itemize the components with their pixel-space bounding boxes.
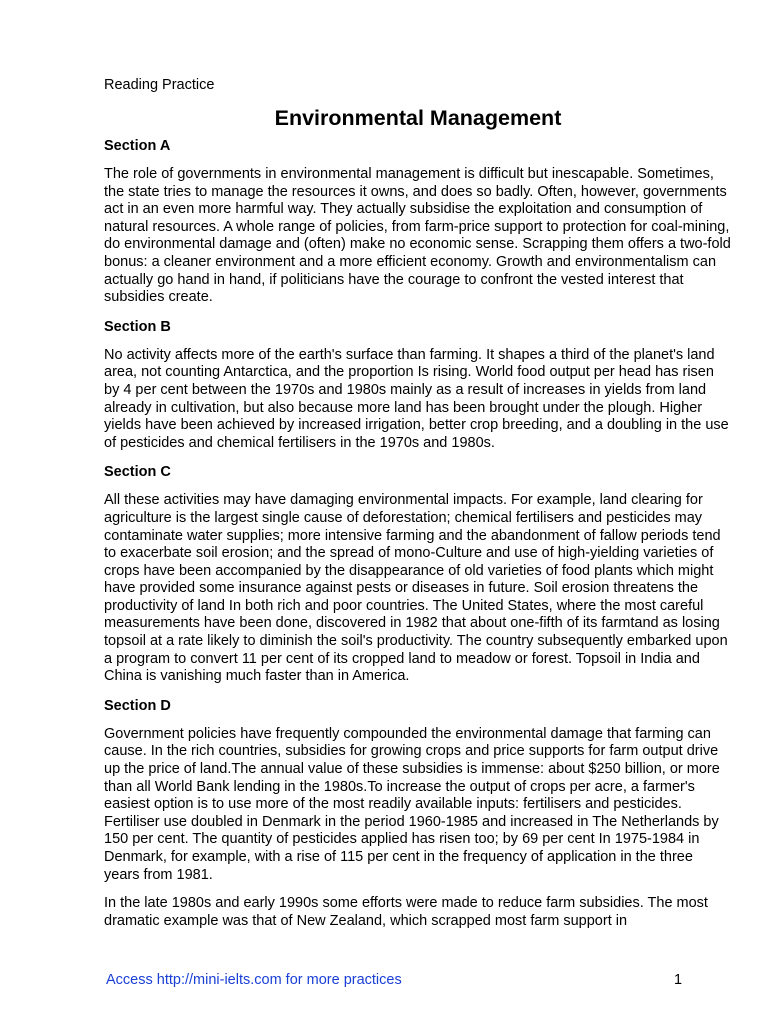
- section-c: [104, 463, 732, 686]
- section-heading: Section A: [104, 138, 171, 154]
- page-number: 1: [674, 972, 683, 988]
- section-heading: Section C: [104, 464, 171, 481]
- section-d: [104, 697, 732, 930]
- header-label: Reading Practice: [104, 77, 215, 93]
- section-paragraph: No activity affects more of the earth's surface than farming. It shapes a third of the planet's land area, not counting Antarctica, and the proportion Is rising. World food output per head has risen by 4 per cent between the 1970s and 1980s mainly as a result of increases in yields from land already in cultivation, but also because more land has been brought under the plough. Higher yields have been achieved by increased irrigation, better crop breeding, and a doubling in the use of pesticides and chemical fertilisers in the 1970s and 1980s.: [104, 346, 729, 451]
- section-heading: Section D: [104, 697, 171, 714]
- section-paragraph: The role of governments in environmental management is difficult but inescapable. Sometimes, the state tries to manage the resources it owns, and does so badly. Often, however, governments act in an even more harmful way. They actually subsidise the exploitation and consumption of natural resources. A whole range of policies, from farm-price support to protection for coal-mining, do environmental damage and (often) make no economic sense. Scrapping them offers a two-fold bonus: a cleaner environment and a more efficient economy. Growth and environmentalism can actually go hand in hand, if politicians have the courage to confront the vested interest that subsidies create.: [104, 166, 731, 306]
- document-body: [104, 137, 732, 930]
- section-paragraph: Government policies have frequently compounded the environmental damage that farming can cause. In the rich countries, subsidies for growing crops and price supports for farm output drive up the price of land.The annual value of these subsidies is immense: about $250 billion, or more than all World Bank lending in the 1980s.To increase the output of crops per acre, a farmer's easiest option is to use more of the most readily available inputs: fertilisers and pesticides. Fertiliser use doubled in Denmark in the period 1960-1985 and increased in The Netherlands by 150 per cent. The quantity of pesticides applied has risen too; by 69 per cent In 1975-1984 in Denmark, for example, with a rise of 115 per cent in the frequency of application in the three years from 1981.: [104, 725, 720, 883]
- section-heading: Section B: [104, 318, 171, 335]
- footer-practice-link[interactable]: Access http://mini-ielts.com for more practices: [106, 972, 402, 988]
- section-paragraph: All these activities may have damaging environmental impacts. For example, land clearing for agriculture is the largest single cause of deforestation; chemical fertilisers and pesticides may contaminate water supplies; more intensive farming and the abandonment of fallow periods tend to exacerbate soil erosion; and the spread of mono-Culture and use of high-yielding varieties of crops have been accompanied by the disappearance of old varieties of food plants which might have provided some insurance against pests or diseases in future. Soil erosion threatens the productivity of land In both rich and poor countries. The United States, where the most careful measurements have been done, discovered in 1982 that about one-fifth of its farmtand as losing topsoil at a rate likely to diminish the soil's productivity. The country subsequently embarked upon a program to convert 11 per cent of its cropped land to meadow or forest. Topsoil in India and China is vanishing much faster than in America.: [104, 492, 728, 685]
- section-paragraph: In the late 1980s and early 1990s some efforts were made to reduce farm subsidies. The most dramatic example was that of New Zealand, which scrapped most farm support in: [104, 895, 708, 929]
- section-a: [104, 137, 732, 307]
- document-title: Environmental Management: [274, 106, 562, 130]
- section-b: [104, 318, 732, 453]
- page-footer: [106, 971, 686, 989]
